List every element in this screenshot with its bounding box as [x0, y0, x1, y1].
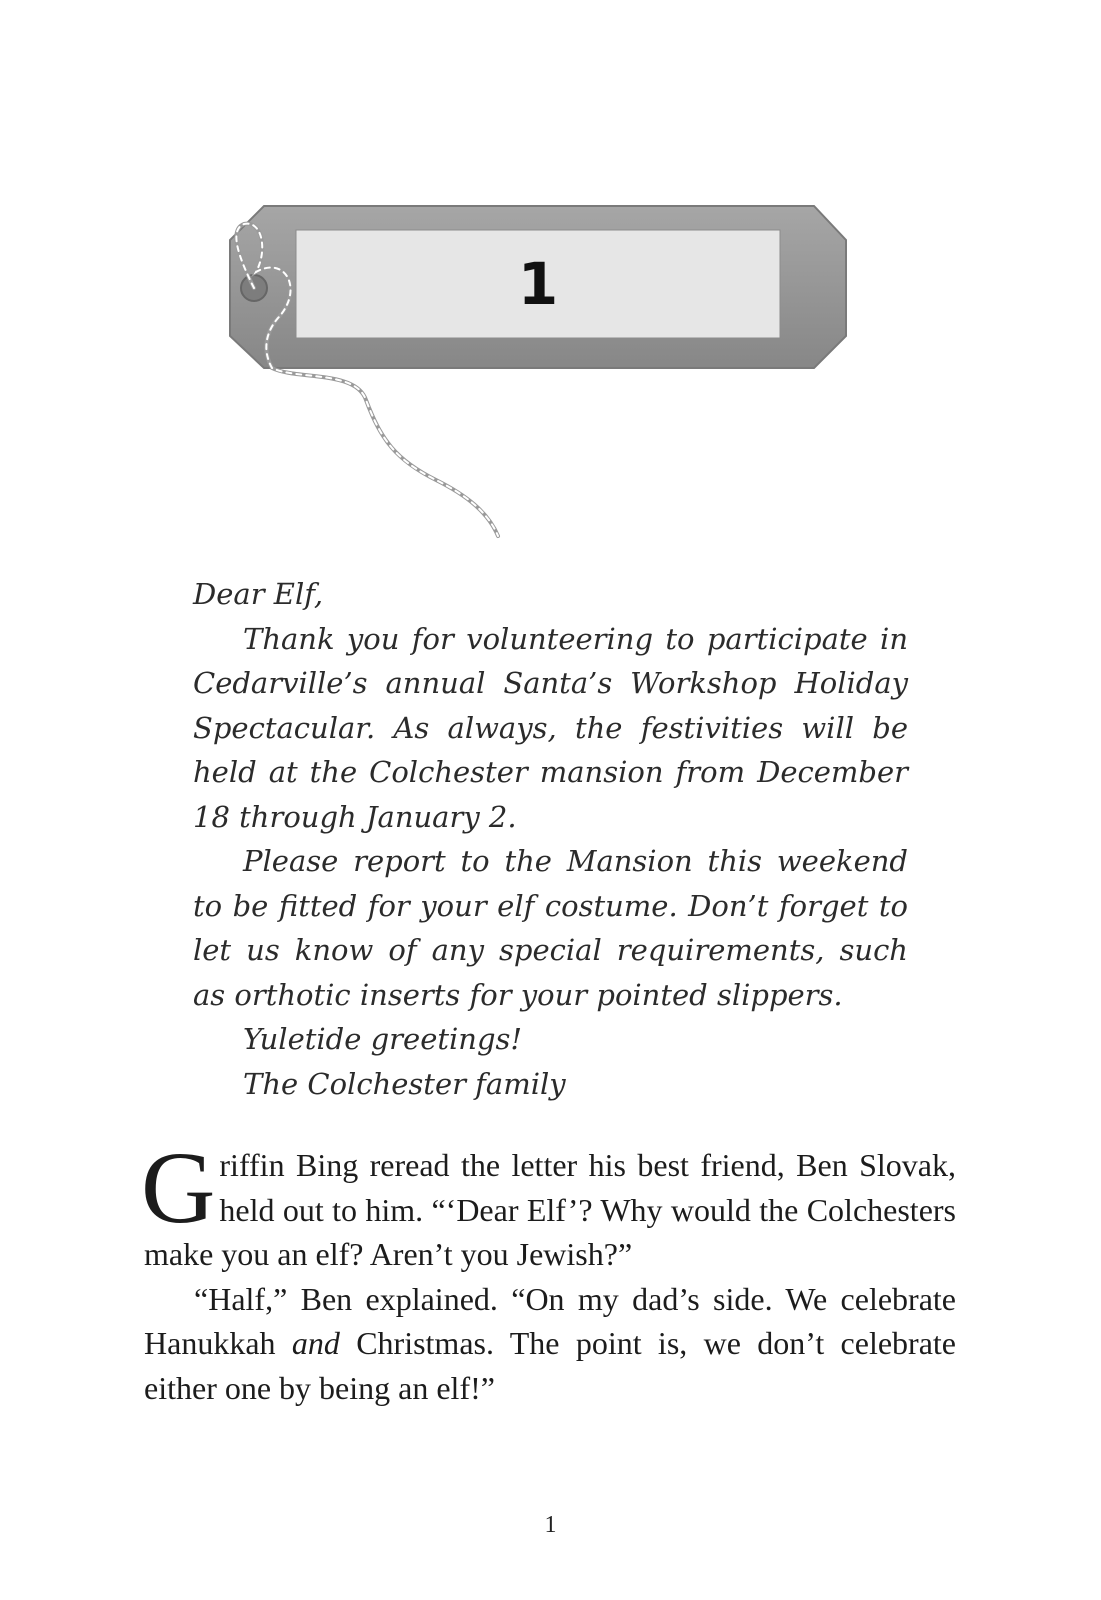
drop-cap: G	[141, 1131, 216, 1245]
chapter-tag	[226, 200, 866, 560]
letter-closing: Yuletide greetings!	[243, 1022, 523, 1056]
narrative-paragraph-1	[141, 1131, 956, 1277]
narrative-paragraph-2-end: Christmas. The point is, we don’t celebrate either one by being an elf!”	[144, 1325, 957, 1406]
narrative-paragraph-2-start: “Half,” Ben explained. “On my dad’s side. We celebrate Hanukkah	[144, 1280, 956, 1361]
letter-signature: The Colchester family	[243, 1066, 566, 1101]
narrative-emphasis: and	[291, 1325, 340, 1361]
narrative-paragraph-2	[144, 1277, 956, 1411]
page-number: 1	[544, 1512, 557, 1538]
chapter-number: 1	[517, 250, 559, 318]
letter-paragraph-2: Please report to the Mansion this weekend to be fitted for your elf costume. Don’t forget to let us know of any special requirements, such as orthotic inserts for your pointed slippers.	[193, 844, 908, 1012]
narrative-paragraph-1-text: riffin Bing reread the letter his best friend, Ben Slovak, held out to him. “‘Dear Elf’? Why would the Colchesters make you an elf? Aren’t you Jewish?”	[144, 1147, 956, 1272]
letter-paragraph-1: Thank you for volunteering to participate in Cedarville’s annual Santa’s Workshop Holiday Spectacular. As always, the festivities will be held at the Colchester mansion from December 18 through January 2.	[193, 621, 908, 834]
letter-salutation: Dear Elf,	[193, 577, 324, 611]
letter-block	[193, 572, 908, 1106]
narrative-text	[141, 1131, 957, 1410]
